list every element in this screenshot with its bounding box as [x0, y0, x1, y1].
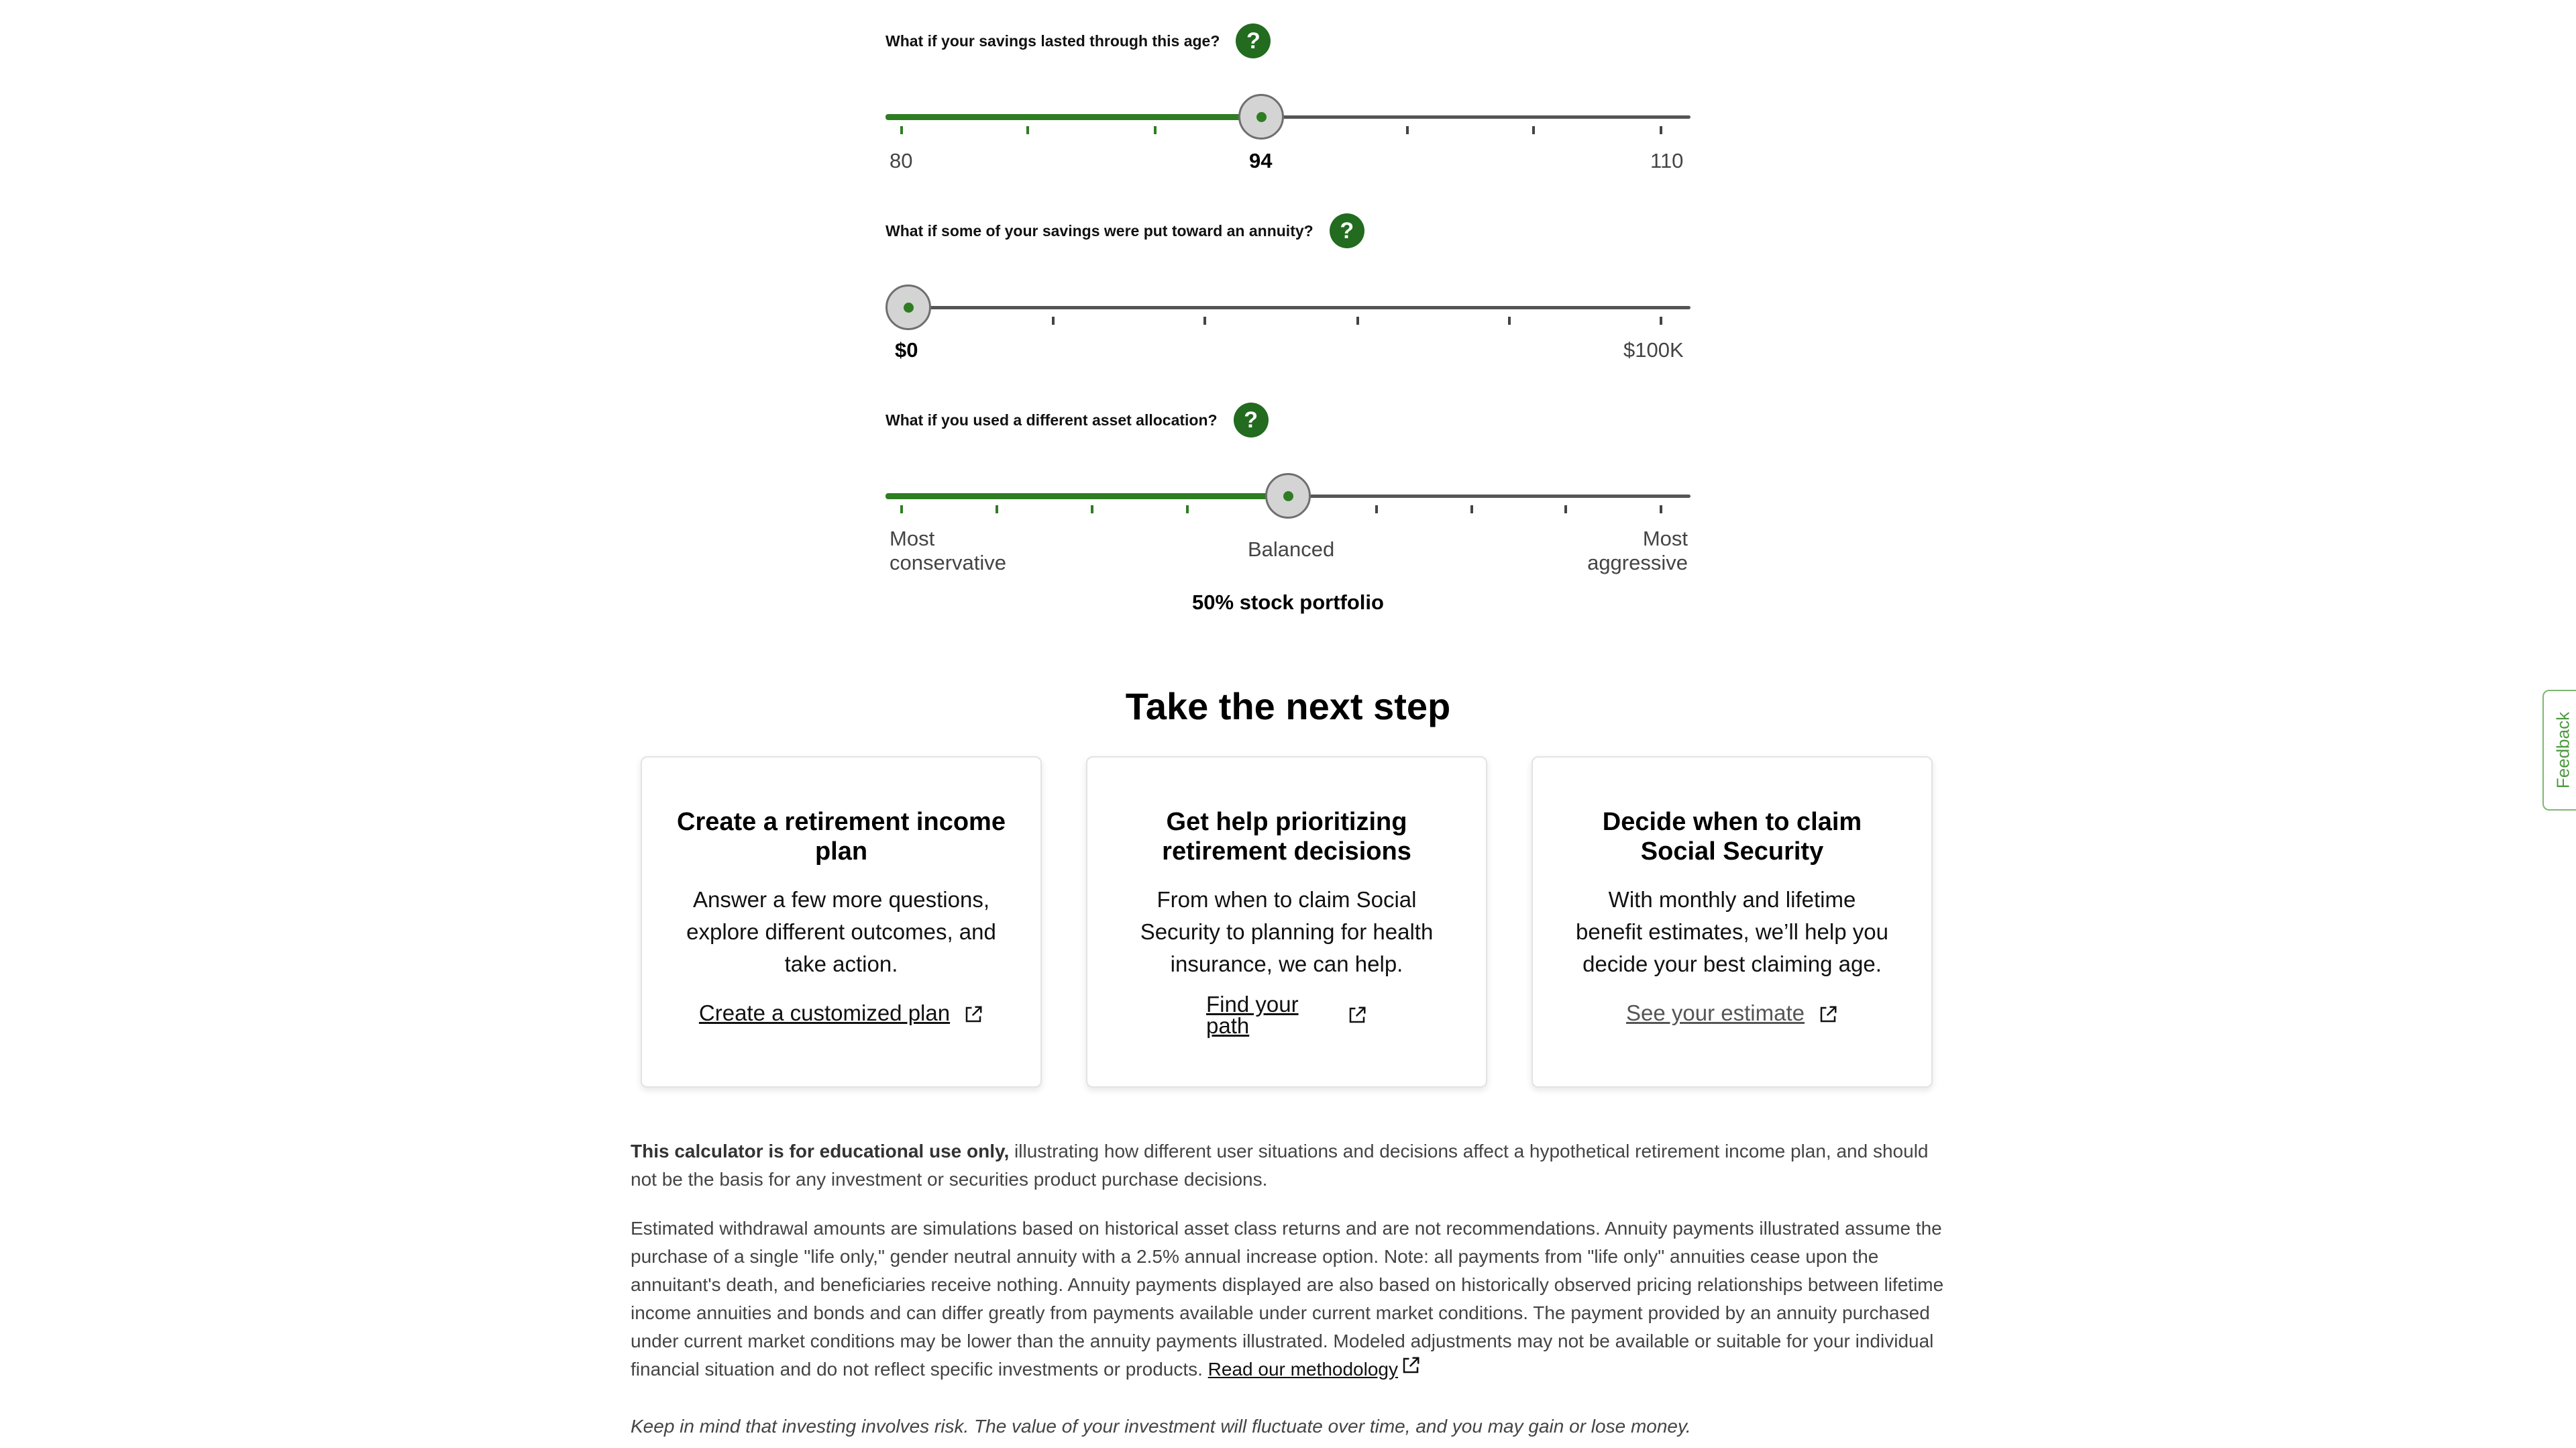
see-estimate-link[interactable]: See your estimate — [1533, 1000, 1931, 1026]
social-security-card — [1532, 756, 1933, 1088]
feedback-tab[interactable]: Feedback — [2542, 690, 2576, 811]
allocation-tick — [1564, 505, 1567, 513]
age-tick — [1406, 126, 1409, 134]
annuity-slider-track[interactable] — [885, 306, 1690, 309]
allocation-tick — [996, 505, 998, 513]
age-max-label: 110 — [1650, 149, 1684, 172]
external-link-icon — [1401, 1355, 1421, 1376]
annuity-value-label: $0 — [895, 338, 918, 362]
age-tick — [1154, 126, 1157, 134]
allocation-max-label: Most aggressive — [1587, 527, 1688, 574]
find-path-link[interactable]: Find your path — [1087, 994, 1486, 1037]
allocation-tick — [1470, 505, 1473, 513]
card-body: With monthly and lifetime benefit estimates, we’ll help you decide your best claiming age. — [1576, 887, 1888, 976]
external-link-icon — [1818, 1004, 1838, 1025]
annuity-max-label: $100K — [1623, 338, 1684, 362]
retirement-plan-card — [641, 756, 1042, 1088]
age-tick — [1026, 126, 1029, 134]
educational-disclaimer: This calculator is for educational use only, illustrating how different user situations and decisions affect a hypothetical retirement income plan, and should not be the basis for any investment or securities product purchase decisions. — [631, 1141, 1929, 1190]
card-title: Decide when to claim Social Security — [1602, 808, 1862, 866]
create-plan-link[interactable]: Create a customized plan — [642, 1000, 1040, 1026]
help-icon[interactable]: ? — [1330, 213, 1364, 248]
allocation-mid-label: Balanced — [1248, 537, 1335, 561]
age-slider-fill — [885, 114, 1261, 120]
allocation-min-label: Most conservative — [890, 527, 1007, 574]
age-slider[interactable] — [885, 94, 1690, 141]
age-slider-thumb[interactable] — [1238, 94, 1284, 140]
allocation-result: 50% stock portfolio — [1192, 590, 1384, 614]
card-body: From when to claim Social Security to planning for health insurance, we can help. — [1140, 887, 1434, 976]
card-body: Answer a few more questions, explore different outcomes, and take action. — [686, 887, 996, 976]
allocation-tick — [1091, 505, 1093, 513]
allocation-slider-fill — [885, 493, 1288, 499]
card-title: Get help prioritizing retirement decisions — [1162, 808, 1411, 866]
help-icon[interactable]: ? — [1236, 23, 1271, 58]
age-tick — [1532, 126, 1535, 134]
methodology-link[interactable]: Read our methodology — [1208, 1359, 1398, 1380]
help-icon[interactable]: ? — [1234, 403, 1269, 437]
risk-disclaimer: Keep in mind that investing involves risk. The value of your investment will fluctuate over time, and you may gain or lose money. — [631, 1416, 1691, 1437]
age-min-label: 80 — [890, 149, 913, 172]
allocation-tick — [1660, 505, 1662, 513]
allocation-slider-question: What if you used a different asset allocation? ? — [885, 403, 1269, 437]
age-slider-question: What if your savings lasted through this age? ? — [885, 23, 1271, 58]
next-step-heading: Take the next step — [1125, 685, 1451, 727]
annuity-tick — [1203, 317, 1206, 325]
external-link-icon — [1347, 1005, 1367, 1025]
external-link-icon — [963, 1004, 983, 1025]
age-value-label: 94 — [1249, 149, 1273, 172]
annuity-tick — [1660, 317, 1662, 325]
annuity-slider[interactable] — [885, 285, 1690, 331]
allocation-tick — [1375, 505, 1378, 513]
methodology-disclaimer: Estimated withdrawal amounts are simulations based on historical asset class returns and are not recommendations. Annuity payments illustrated assume the purchase of a single "life only," gender neutral annuity with a 2.5% annual increase option. Note: all payments from "life only" annuities cease upon the annuitant's death, and beneficiaries receive nothing. Annuity payments displayed are also based on historically observed pricing relationships between lifetime income annuities and bonds and can differ greatly from payments available under current market conditions. The payment provided by an annuity purchased under current market conditions may be lower than the annuity payments illustrated. Modeled adjustments may not be available or suitable for your individual financial situation and do not reflect specific investments or products. Read our methodology — [631, 1218, 1944, 1380]
annuity-slider-thumb[interactable] — [885, 285, 931, 330]
card-title: Create a retirement income plan — [677, 808, 1006, 866]
annuity-slider-question: What if some of your savings were put toward an annuity? ? — [885, 213, 1364, 248]
allocation-slider-thumb[interactable] — [1265, 473, 1311, 519]
prioritize-decisions-card — [1086, 756, 1487, 1088]
allocation-slider[interactable] — [885, 473, 1690, 520]
annuity-tick — [1052, 317, 1055, 325]
age-tick — [900, 126, 903, 134]
age-tick — [1660, 126, 1662, 134]
allocation-tick — [900, 505, 903, 513]
annuity-tick — [1356, 317, 1359, 325]
annuity-tick — [1508, 317, 1511, 325]
allocation-tick — [1186, 505, 1189, 513]
